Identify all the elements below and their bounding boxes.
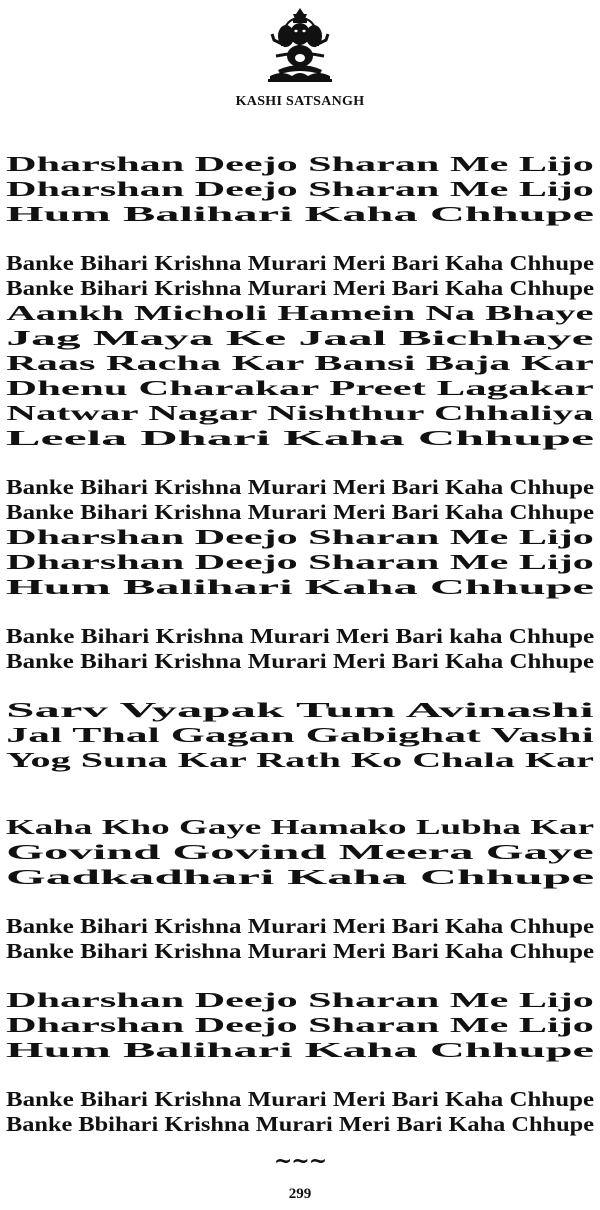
lyric-line: Raas Racha Kar Bansi Baja Kar [6, 351, 594, 375]
lyric-line: Dharshan Deejo Sharan Me Lijo [6, 550, 594, 574]
lyric-line: Sarv Vyapak Tum Avinashi [6, 698, 594, 722]
lyric-line: Banke Bihari Krishna Murari Meri Bari Kaha Chhupe [5, 649, 595, 673]
section-ornament: ~~~ [273, 1148, 327, 1174]
lyric-line: Banke Bihari Krishna Murari Meri Bari Kaha Chhupe [5, 939, 595, 963]
stanza-2 [0, 251, 600, 451]
lyric-line: Banke Bihari Krishna Murari Meri Bari Kaha Chhupe [5, 475, 595, 499]
lyric-line: Jal Thal Gagan Gabighat Vashi [6, 723, 594, 747]
stanza-4 [0, 624, 600, 674]
lyric-line: Aankh Micholi Hamein Na Bhaye [6, 301, 594, 325]
lyric-line: Hum Balihari Kaha Chhupe [5, 575, 595, 599]
lyric-line: Jag Maya Ke Jaal Bichhaye [6, 326, 594, 350]
stanza-6 [0, 815, 600, 890]
lyric-line: Banke Bihari Krishna Murari Meri Bari Kaha Chhupe [5, 500, 595, 524]
stanza-8 [0, 988, 600, 1063]
lyric-line: Hum Balihari Kaha Chhupe [5, 1038, 595, 1062]
lyric-line: Govind Govind Meera Gaye [6, 840, 594, 864]
stanza-1 [0, 152, 600, 227]
lyric-line: Banke Bbihari Krishna Murari Meri Bari Kaha Chhupe [5, 1112, 595, 1136]
stanza-5 [0, 698, 600, 773]
lyric-line: Dharshan Deejo Sharan Me Lijo [6, 988, 594, 1012]
lyric-line: Yog Suna Kar Rath Ko Chala Kar [6, 748, 594, 772]
book-header: KASHI SATSANGH [235, 94, 365, 109]
lyric-line: Natwar Nagar Nishthur Chhaliya [6, 401, 594, 425]
lyric-line: Gadkadhari Kaha Chhupe [5, 865, 595, 889]
stanza-3 [0, 475, 600, 600]
lyric-line: Dharshan Deejo Sharan Me Lijo [6, 1013, 594, 1037]
lyric-line: Dhenu Charakar Preet Lagakar [6, 376, 594, 400]
lyric-line: Dharshan Deejo Sharan Me Lijo [6, 177, 594, 201]
stanza-9 [0, 1087, 600, 1137]
song-lyrics [0, 152, 600, 1137]
page-number: 299 [288, 1186, 312, 1202]
lyric-line: Kaha Kho Gaye Hamako Lubha Kar [5, 815, 595, 839]
lyric-line: Banke Bihari Krishna Murari Meri Bari kaha Chhupe [5, 624, 595, 648]
lyric-line: Banke Bihari Krishna Murari Meri Bari Kaha Chhupe [5, 276, 595, 300]
ganesha-icon [262, 6, 338, 84]
lyric-line: Hum Balihari Kaha Chhupe [5, 202, 595, 226]
lyric-line: Banke Bihari Krishna Murari Meri Bari Kaha Chhupe [5, 1087, 595, 1111]
stanza-7 [0, 914, 600, 964]
ganesha-logo [262, 6, 338, 84]
lyric-line: Banke Bihari Krishna Murari Meri Bari Kaha Chhupe [5, 251, 595, 275]
lyric-line: Dharshan Deejo Sharan Me Lijo [6, 152, 594, 176]
lyric-line: Dharshan Deejo Sharan Me Lijo [6, 525, 594, 549]
lyric-line: Banke Bihari Krishna Murari Meri Bari Kaha Chhupe [5, 914, 595, 938]
lyric-line: Leela Dhari Kaha Chhupe [5, 426, 595, 450]
